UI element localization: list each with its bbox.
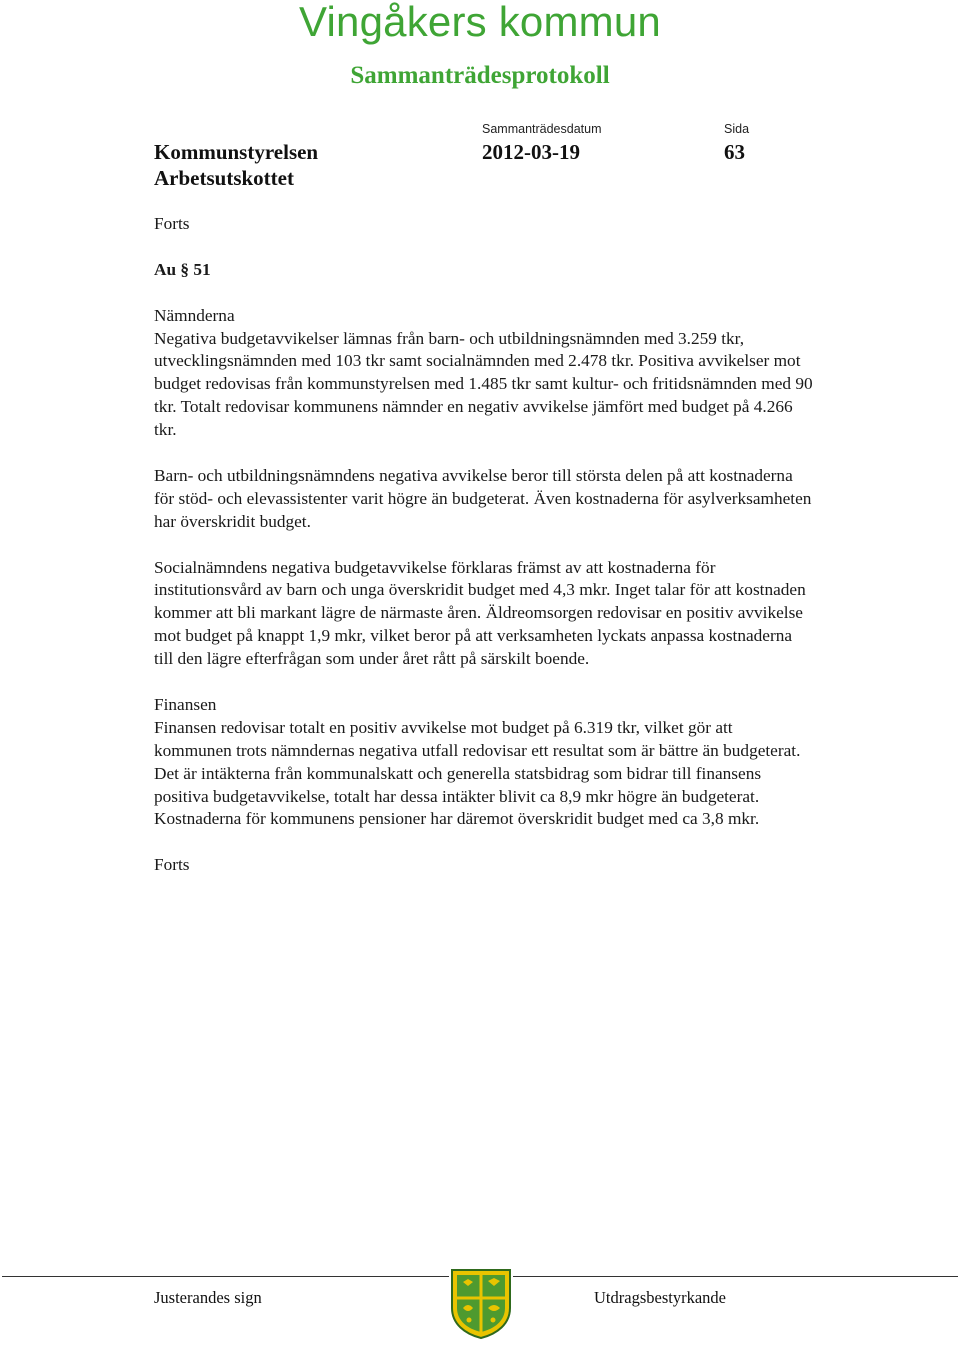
- municipal-crest-icon: [449, 1268, 513, 1340]
- footer-signature-label: Justerandes sign: [154, 1288, 262, 1307]
- subcommittee-name: Arbetsutskottet: [154, 166, 294, 190]
- meeting-date: 2012-03-19: [482, 140, 580, 164]
- footer-rule-right: [513, 1276, 958, 1277]
- document-type: Sammanträdesprotokoll: [350, 62, 610, 89]
- paragraph-reference: Au § 51: [154, 259, 211, 279]
- page-label: Sida: [724, 122, 750, 136]
- section-paragraph: Barn- och utbildningsnämndens negativa avvikelse beror till största delen på att kostnaderna för stöd- och elevassistenter varit högre än budgeterat. Även kostnaderna för asylverksamheten har överskridit budget.: [154, 465, 812, 531]
- committee-name: Kommunstyrelsen: [154, 140, 319, 164]
- section-paragraph: Socialnämndens negativa budgetavvikelse förklaras främst av att kostnaderna för institutionsvård av barn och unga överskridit budget med 4,3 mkr. Inget talar för att kostnaden kommer att bli markant lägre de närmaste åren. Äldreomsorgen redovisar en positiv avvikelse mot budget på knappt 1,9 mkr, vilket beror på att verksamheten lyckats anpassa kostnaderna till den lägre efterfrågan som under året rått på särskilt boende.: [154, 557, 806, 669]
- section-paragraph: Negativa budgetavvikelser lämnas från barn- och utbildningsnämnden med 3.259 tkr, utvecklingsnämnden med 103 tkr samt socialnämnden med 2.478 tkr. Positiva avvikelser mot budget redovisas från kommunstyrelsen med 1.485 tkr samt kultur- och fritidsnämnden med 90 tkr. Totalt redovisar kommunens nämnder en negativ avvikelse jämfört med budget på 4.266 tkr.: [154, 328, 813, 440]
- continued-label-top: Forts: [154, 214, 190, 233]
- date-label: Sammanträdesdatum: [482, 122, 602, 136]
- footer-certification-label: Utdragsbestyrkande: [594, 1288, 726, 1307]
- continued-label-bottom: Forts: [154, 855, 190, 875]
- document-body: [154, 213, 814, 900]
- page-number: 63: [724, 140, 745, 164]
- org-name: Vingåkers kommun: [299, 0, 661, 45]
- footer-rule-left: [2, 1276, 449, 1277]
- section-paragraph: Finansen redovisar totalt en positiv avvikelse mot budget på 6.319 tkr, vilket gör att kommunen trots nämndernas negativa utfall redovisar ett resultat som är bättre än budgeterat. Det är intäkterna från kommunalskatt och generella statsbidrag som bidrar till finansens positiva budgetavvikelse, totalt har dessa intäkter blivit ca 8,9 mkr högre än budgeterat. Kostnaderna för kommunens pensioner har däremot överskridit budget med ca 3,8 mkr.: [154, 717, 801, 829]
- section-heading-namnderna: Nämnderna: [154, 305, 235, 325]
- section-heading-finansen: Finansen: [154, 694, 217, 714]
